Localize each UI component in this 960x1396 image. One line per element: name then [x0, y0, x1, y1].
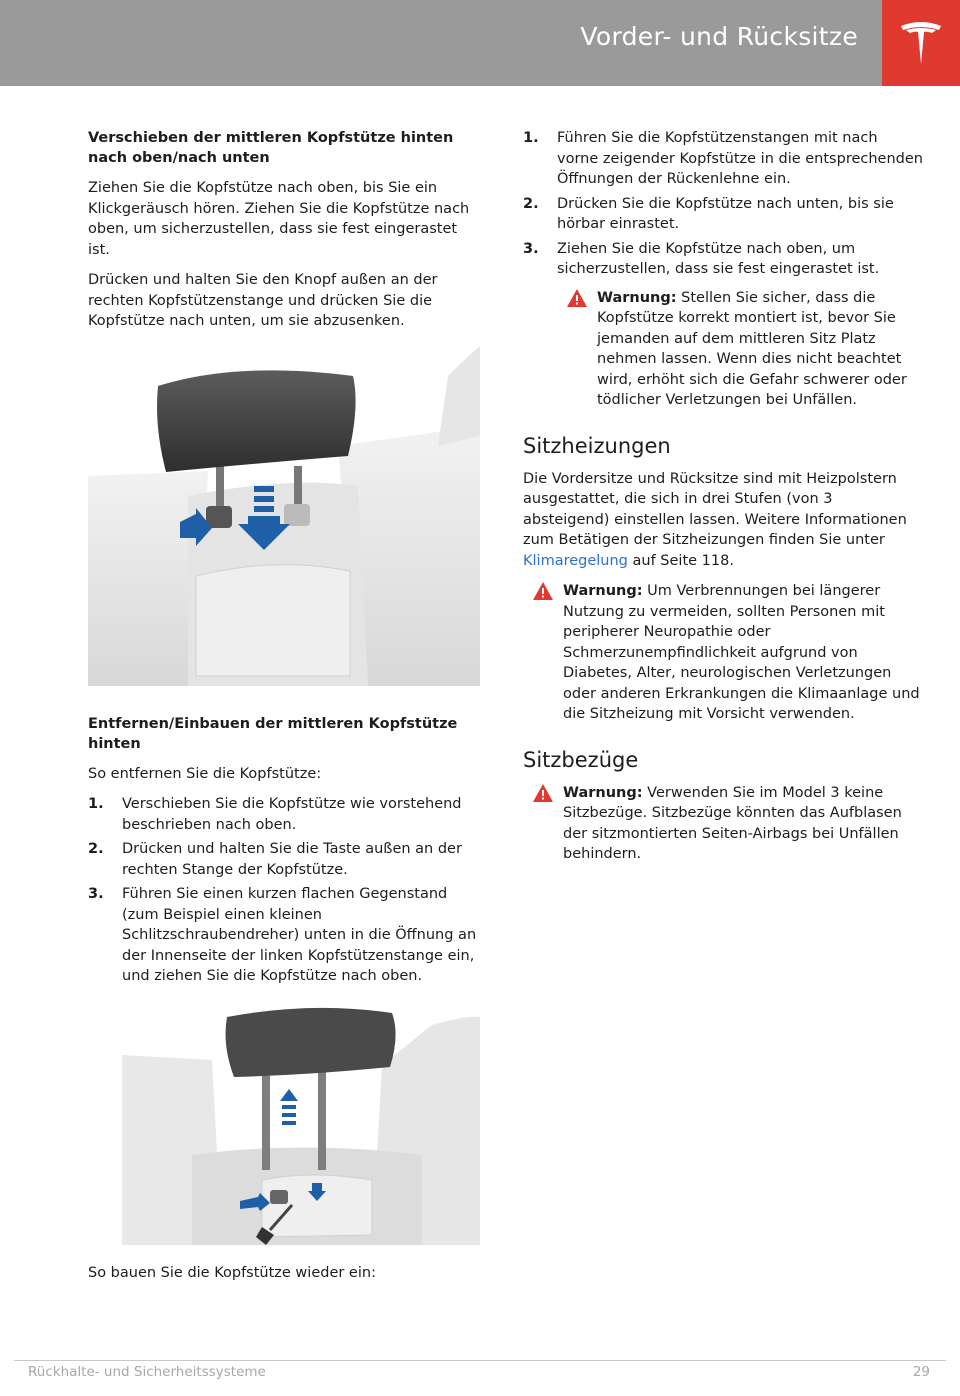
list-item: 2. Drücken und halten Sie die Taste außen an der rechten Stange der Kopfstütze.	[88, 841, 462, 878]
warning-burns: Warnung: Um Verbrennungen bei längerer Nutzung zu vermeiden, sollten Personen mit peripherer Neuropathie oder Schmerzunempfindlichkeit aufgrund von Diabetes, Alter, neurologischen Verletzungen oder anderen Erkrankungen die Klimaanlage und die Sitzheizung mit Vorsicht verwenden.	[523, 581, 923, 725]
section-heading-remove-headrest: Entfernen/Einbauen der mittleren Kopfstütze hinten	[88, 715, 458, 752]
headrest-removal-illustration	[122, 1005, 480, 1245]
list-item: 3. Führen Sie einen kurzen flachen Gegenstand (zum Beispiel einen kleinen Schlitzschraubendreher) unten in die Öffnung an der Innenseite der linken Kopfstützenstange ein, und ziehen Sie die Kopfstütze nach oben.	[88, 886, 477, 984]
heading-sitzbezuege: Sitzbezüge	[523, 747, 639, 772]
list-item: 2. Drücken Sie die Kopfstütze nach unten, bis sie hörbar einrastet.	[523, 195, 894, 232]
right-column	[523, 128, 923, 879]
footer-section-title: Rückhalte- und Sicherheitssysteme	[28, 1364, 266, 1380]
paragraph: Drücken und halten Sie den Knopf außen an der rechten Kopfstützenstange und drücken Sie die Kopfstütze nach unten, um sie abzusenken.	[88, 272, 438, 329]
warning-triangle-icon	[533, 582, 553, 607]
headrest-lower-illustration	[88, 346, 480, 686]
paragraph: Die Vordersitze und Rücksitze sind mit Heizpolstern ausgestattet, die sich in drei Stufen (von 3 absteigend) einstellen lassen. Weitere Informationen zum Betätigen der Sitzheizungen finden Sie unter Klimaregelung auf Seite 118.	[523, 470, 907, 569]
link-klimaregelung[interactable]: Klimaregelung	[523, 552, 628, 569]
paragraph: So entfernen Sie die Kopfstütze:	[88, 765, 322, 782]
paragraph: Ziehen Sie die Kopfstütze nach oben, bis Sie ein Klickgeräusch hören. Ziehen Sie die Kopfstütze nach oben, um sicherzustellen, dass sie fest eingerastet ist.	[88, 180, 470, 258]
list-item: 1. Führen Sie die Kopfstützenstangen mit nach vorne zeigender Kopfstütze in die entsprechenden Öffnungen der Rückenlehne ein.	[523, 130, 923, 187]
tesla-logo-icon	[898, 18, 944, 68]
page-header	[0, 0, 960, 86]
paragraph: So bauen Sie die Kopfstütze wieder ein:	[88, 1264, 376, 1281]
heading-sitzheizungen: Sitzheizungen	[523, 433, 671, 458]
list-item: 1. Verschieben Sie die Kopfstütze wie vorstehend beschrieben nach oben.	[88, 796, 462, 833]
removal-steps	[88, 794, 480, 987]
warning-headrest-installed: Warnung: Stellen Sie sicher, dass die Kopfstütze korrekt montiert ist, bevor Sie jemanden auf dem mittleren Sitz Platz nehmen lassen. Wenn dies nicht beachtet wird, erhöht sich die Gefahr schwerer oder tödlicher Verletzungen bei Unfällen.	[557, 288, 923, 411]
tesla-logo	[882, 0, 960, 86]
list-item: 3. Ziehen Sie die Kopfstütze nach oben, um sicherzustellen, dass sie fest eingerastet ist.	[523, 240, 880, 277]
footer-divider	[14, 1360, 946, 1361]
section-heading-move-headrest: Verschieben der mittleren Kopfstütze hinten nach oben/nach unten	[88, 130, 454, 166]
page-number: 29	[912, 1364, 930, 1380]
installation-steps	[523, 128, 923, 280]
warning-triangle-icon	[533, 784, 553, 809]
left-column	[88, 128, 480, 1293]
page-title: Vorder- und Rücksitze	[580, 22, 858, 51]
warning-triangle-icon	[567, 289, 587, 314]
warning-seat-covers: Warnung: Verwenden Sie im Model 3 keine Sitzbezüge. Sitzbezüge könnten das Aufblasen der sitzmontierten Seiten-Airbags bei Unfällen behindern.	[523, 783, 923, 865]
